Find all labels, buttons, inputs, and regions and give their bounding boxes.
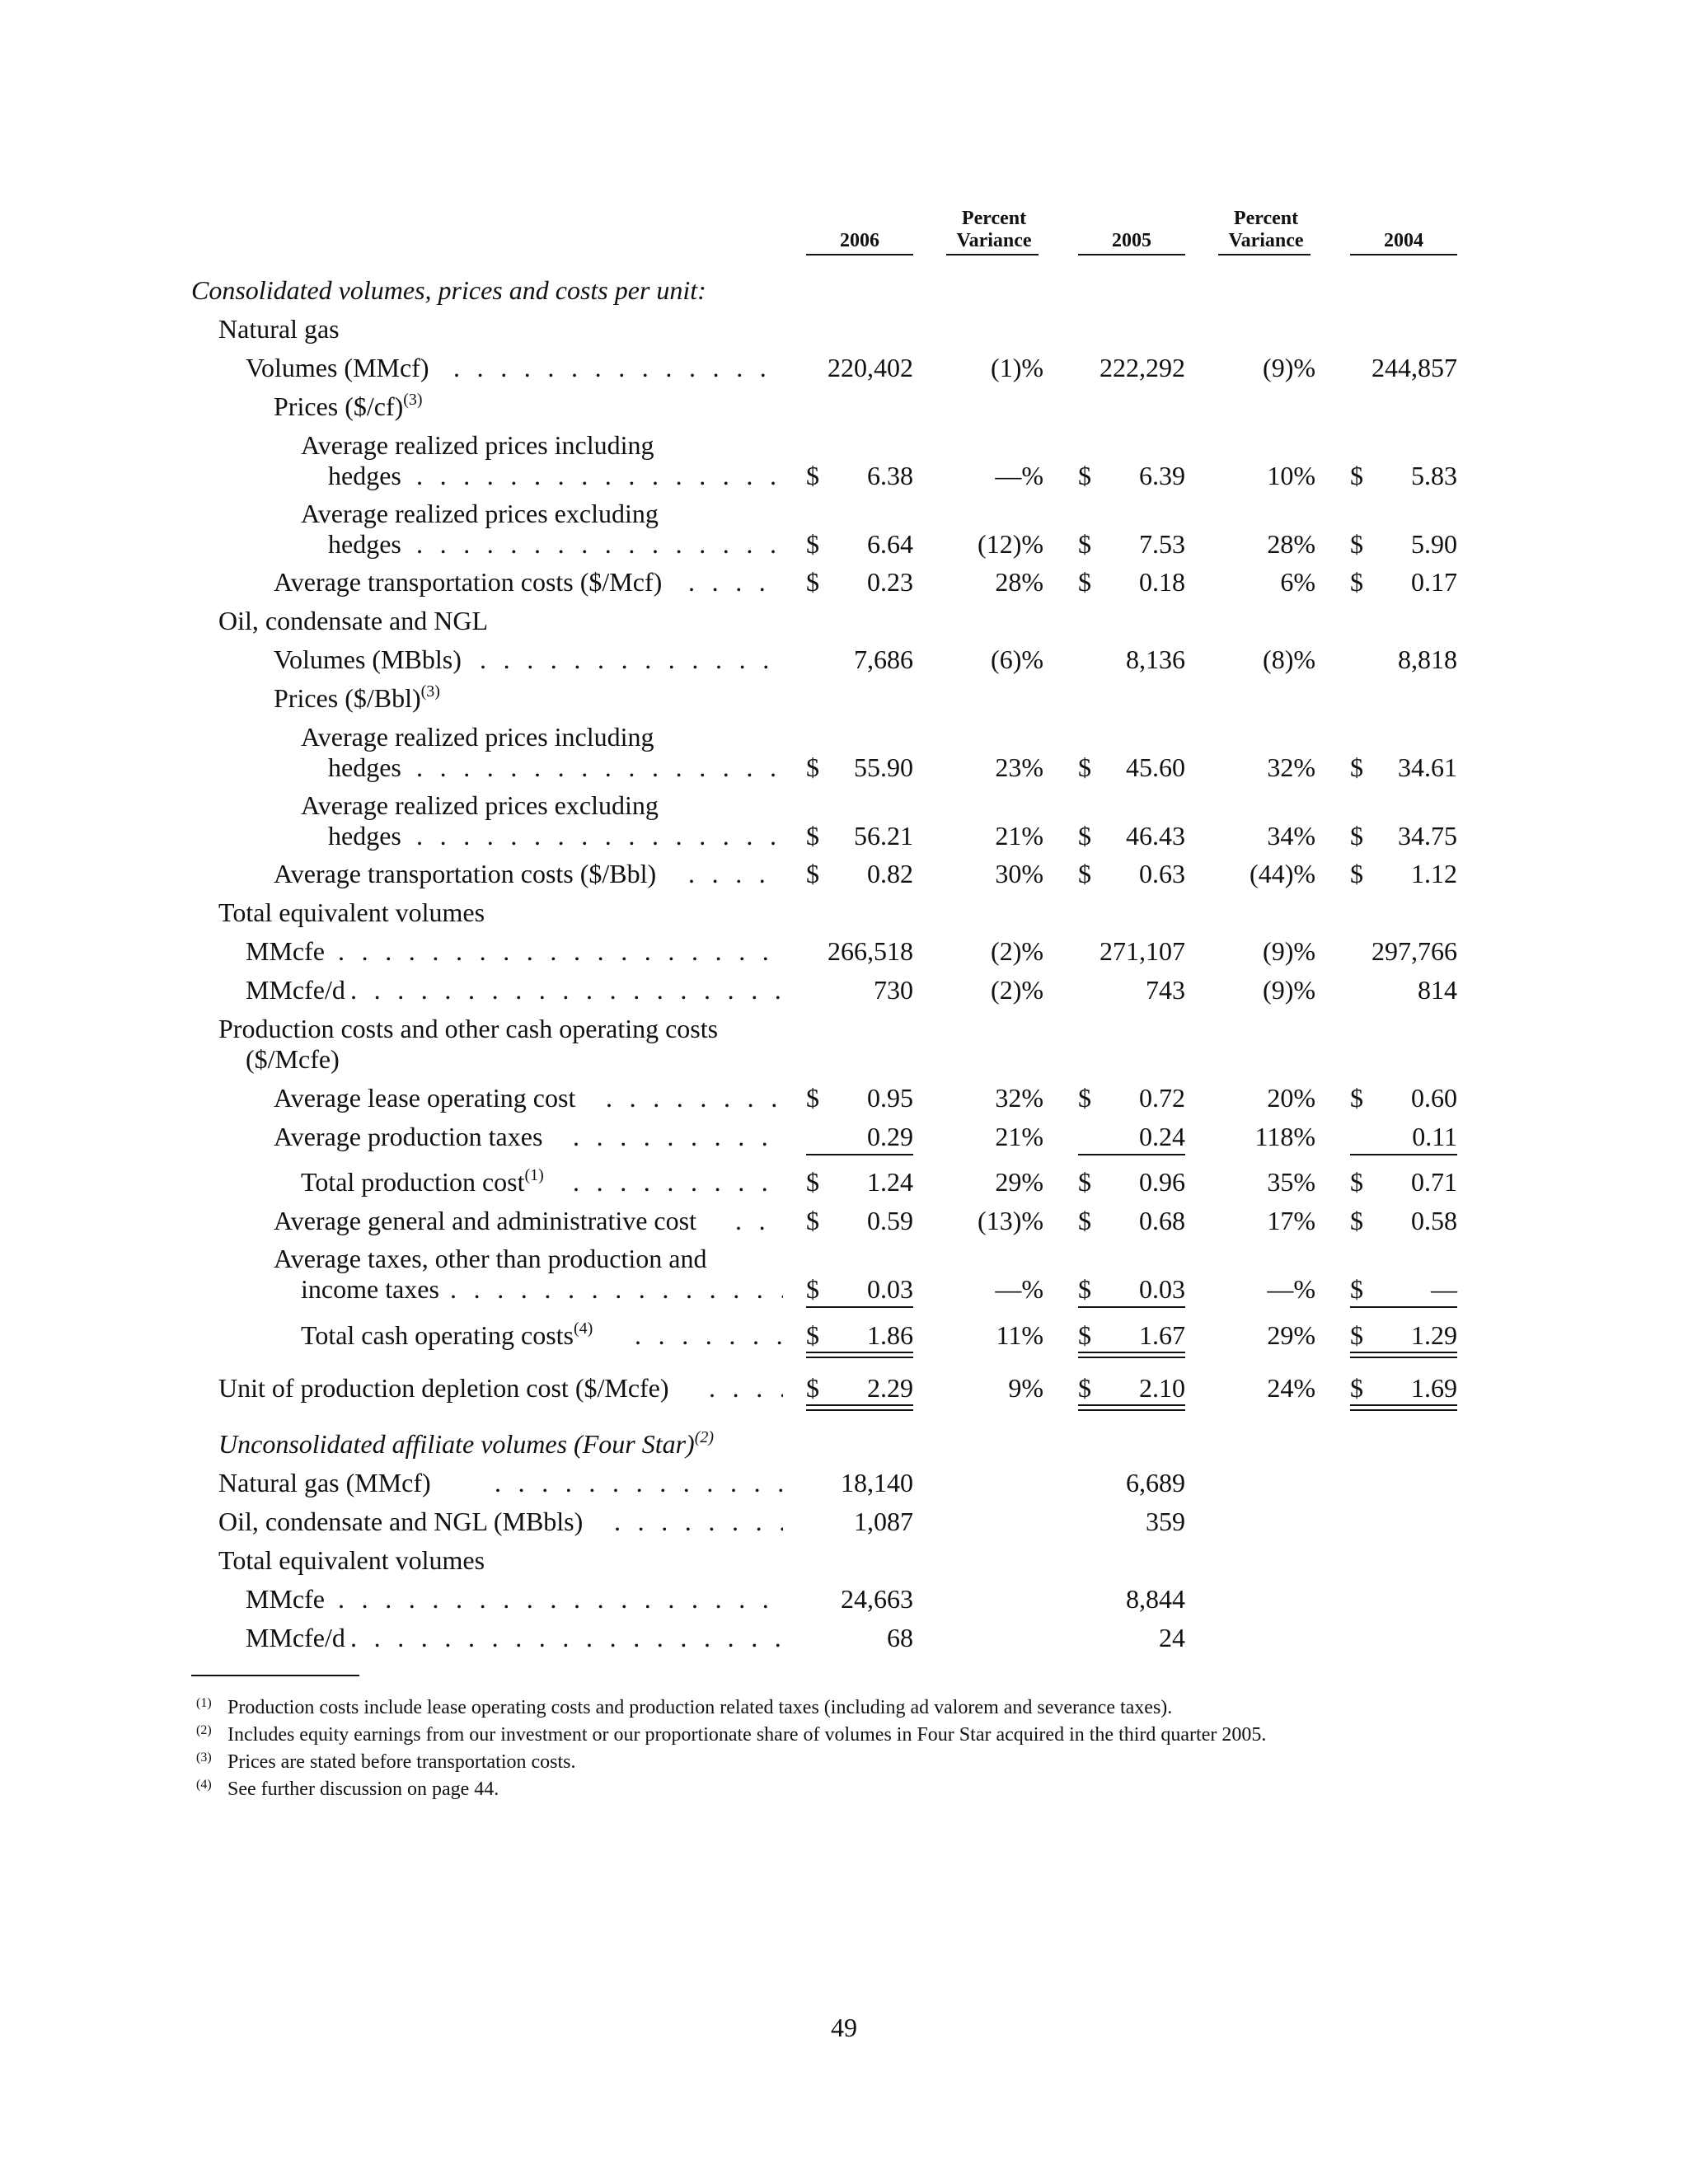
- value-2004: 1.69: [1411, 1373, 1457, 1403]
- dot-leader: [495, 1467, 783, 1498]
- value-2004: 0.58: [1411, 1206, 1457, 1235]
- dot-leader: [688, 566, 783, 598]
- dot-leader: [735, 1205, 783, 1236]
- row-label: Average realized prices excluding: [301, 790, 659, 820]
- row-label: Average transportation costs ($/Mcf): [274, 567, 663, 597]
- dot-leader: [338, 1583, 783, 1615]
- header-variance-2-line2: Variance: [1228, 230, 1304, 251]
- dollar-2004: $: [1350, 1274, 1363, 1304]
- header-variance-1-line2: Variance: [956, 230, 1032, 251]
- row-label: MMcfe: [246, 1584, 325, 1614]
- value-2006: 7,686: [854, 644, 913, 674]
- row-mmcfe: [0, 935, 1688, 967]
- variance-1: 29%: [995, 1167, 1043, 1197]
- footnote-4: [196, 1773, 499, 1802]
- row-other-taxes-line1: [0, 1243, 1688, 1274]
- value-2004: 0.11: [1412, 1122, 1457, 1151]
- value-2005: 6.39: [1139, 461, 1185, 490]
- value-2004: 1.29: [1411, 1320, 1457, 1350]
- row-label: Total production cost$^{(1)}$: [301, 1166, 544, 1197]
- dollar-2005: $: [1078, 1206, 1091, 1235]
- dollar-2004: $: [1350, 1206, 1363, 1235]
- row-label: Average realized prices including: [301, 430, 654, 460]
- row-ng-prices-including: [0, 460, 1688, 491]
- row-depletion-cost: [0, 1372, 1688, 1404]
- footnote-ref: (3): [403, 391, 423, 409]
- value-2006: 1.86: [867, 1320, 913, 1350]
- row-unconsolidated-title: [0, 1428, 1688, 1460]
- variance-2: 17%: [1267, 1206, 1315, 1235]
- header-rule-variance-1: [946, 254, 1039, 255]
- value-2005: 743: [1146, 975, 1185, 1005]
- row-label: MMcfe/d: [246, 975, 345, 1005]
- variance-1: 32%: [995, 1083, 1043, 1113]
- dot-leader: [453, 352, 783, 383]
- row-label: ($/Mcfe): [246, 1044, 340, 1074]
- dollar-2005: $: [1078, 1083, 1091, 1113]
- value-2005: 1.67: [1139, 1320, 1185, 1350]
- dollar-2006: $: [806, 1206, 819, 1235]
- row-general-administrative: [0, 1205, 1688, 1236]
- value-2006: 730: [874, 975, 913, 1005]
- underline-2004: [1350, 1306, 1457, 1308]
- row-label: Average production taxes: [274, 1122, 543, 1151]
- row-label: hedges: [328, 821, 401, 851]
- row-lease-operating: [0, 1082, 1688, 1113]
- dollar-2005: $: [1078, 1274, 1091, 1304]
- value-2004: 34.61: [1398, 752, 1457, 782]
- dollar-2006: $: [806, 461, 819, 490]
- row-label: Prices ($/cf)$^{(3)}$: [274, 391, 423, 421]
- dot-leader: [416, 820, 783, 851]
- dollar-2005: $: [1078, 859, 1091, 888]
- row-label: Oil, condensate and NGL (MBbls): [218, 1507, 584, 1536]
- footnote-mark: (4): [196, 1778, 212, 1792]
- row-u-natural-gas: [0, 1467, 1688, 1498]
- row-total-cash-operating-costs: [0, 1319, 1688, 1351]
- double-underline-2005: [1078, 1352, 1185, 1358]
- dollar-2004: $: [1350, 859, 1363, 888]
- header-rule-2005: [1078, 254, 1185, 255]
- dollar-2006: $: [806, 859, 819, 888]
- value-2005: 8,136: [1126, 644, 1185, 674]
- dollar-2004: $: [1350, 1320, 1363, 1350]
- row-label: hedges: [328, 752, 401, 782]
- footnote-rule: [191, 1675, 359, 1676]
- row-label: Prices ($/Bbl)$^{(3)}$: [274, 682, 440, 713]
- variance-2: 6%: [1280, 567, 1315, 597]
- dot-leader: [416, 528, 783, 560]
- footnote-text: Production costs include lease operating costs and production related taxes (including ad valorem and severance taxes).: [227, 1697, 1173, 1718]
- value-2006: 2.29: [867, 1373, 913, 1403]
- value-2004: 0.60: [1411, 1083, 1457, 1113]
- row-u-mmcfed: [0, 1622, 1688, 1653]
- value-2005: 0.68: [1139, 1206, 1185, 1235]
- dot-leader: [635, 1319, 783, 1351]
- row-label: income taxes: [301, 1274, 439, 1304]
- row-consolidated-title: [0, 274, 1688, 306]
- row-label: Average taxes, other than production and: [274, 1244, 707, 1273]
- dollar-2005: $: [1078, 461, 1091, 490]
- dollar-2004: $: [1350, 1373, 1363, 1403]
- row-mmcfed: [0, 974, 1688, 1005]
- value-2005: 46.43: [1126, 821, 1185, 851]
- dollar-2004: $: [1350, 752, 1363, 782]
- header-variance-2-line1: Percent: [1233, 208, 1299, 229]
- double-underline-2004: [1350, 1404, 1457, 1411]
- row-label: Average realized prices excluding: [301, 499, 659, 528]
- footnote-text: Includes equity earnings from our investment or our proportionate share of volumes in Four Star acquired in the third quarter 2005.: [227, 1724, 1267, 1746]
- value-2005: 359: [1146, 1507, 1185, 1536]
- variance-1: 30%: [995, 859, 1043, 888]
- footnote-mark: (1): [196, 1696, 212, 1710]
- header-rule-2004: [1350, 254, 1457, 255]
- value-2005: 24: [1159, 1623, 1185, 1652]
- row-u-mmcfe: [0, 1583, 1688, 1615]
- dollar-2005: $: [1078, 1320, 1091, 1350]
- value-2006: 220,402: [828, 353, 913, 382]
- row-total-production-cost: [0, 1166, 1688, 1197]
- value-2004: 297,766: [1372, 936, 1457, 966]
- value-2006: 6.64: [867, 529, 913, 559]
- value-2005: 7.53: [1139, 529, 1185, 559]
- dollar-2006: $: [806, 1373, 819, 1403]
- row-ng-prices-excluding: [0, 528, 1688, 560]
- header-2006: 2006: [840, 230, 879, 251]
- variance-2: (44)%: [1250, 859, 1315, 888]
- row-total-equivalent-volumes: [0, 897, 1688, 928]
- dollar-2004: $: [1350, 1167, 1363, 1197]
- dollar-2005: $: [1078, 529, 1091, 559]
- section-title: Consolidated volumes, prices and costs per unit:: [191, 275, 706, 305]
- header-variance-2: [1217, 208, 1315, 252]
- row-label: Total equivalent volumes: [218, 1545, 485, 1575]
- row-u-total-equivalent-volumes: [0, 1544, 1688, 1576]
- double-underline-2006: [806, 1352, 913, 1358]
- dollar-2006: $: [806, 529, 819, 559]
- variance-1: (2)%: [991, 936, 1043, 966]
- variance-1: (2)%: [991, 975, 1043, 1005]
- underline-2006: [806, 1154, 913, 1155]
- header-rule-2006: [806, 254, 913, 255]
- dot-leader: [573, 1166, 783, 1197]
- value-2005: 0.18: [1139, 567, 1185, 597]
- dollar-2004: $: [1350, 821, 1363, 851]
- value-2004: 34.75: [1398, 821, 1457, 851]
- dot-leader: [573, 1121, 783, 1152]
- dot-leader: [338, 935, 783, 967]
- value-2006: 266,518: [828, 936, 913, 966]
- dollar-2005: $: [1078, 821, 1091, 851]
- double-underline-2006: [806, 1404, 913, 1411]
- dot-leader: [416, 752, 783, 783]
- value-2005: 0.96: [1139, 1167, 1185, 1197]
- dollar-2006: $: [806, 1083, 819, 1113]
- footnote-mark: (3): [196, 1750, 212, 1765]
- row-label: Average lease operating cost: [274, 1083, 576, 1113]
- footnote-1: [196, 1691, 1172, 1720]
- value-2006: 0.82: [867, 859, 913, 888]
- dollar-2005: $: [1078, 1167, 1091, 1197]
- row-label: Average transportation costs ($/Bbl): [274, 859, 657, 888]
- dollar-2004: $: [1350, 461, 1363, 490]
- footnote-text: Prices are stated before transportation costs.: [227, 1751, 576, 1773]
- footnote-ref: (3): [420, 682, 440, 701]
- value-2006: 0.03: [867, 1274, 913, 1304]
- row-label: Volumes (MMcf): [246, 353, 429, 382]
- row-label: Natural gas: [218, 314, 340, 344]
- row-ng-prices-excluding-line1: [0, 498, 1688, 529]
- row-label: MMcfe/d: [246, 1623, 345, 1652]
- double-underline-2004: [1350, 1352, 1457, 1358]
- variance-1: 21%: [995, 1122, 1043, 1151]
- footnote-ref: (4): [574, 1319, 593, 1338]
- row-label: hedges: [328, 461, 401, 490]
- row-label: Production costs and other cash operating costs: [218, 1014, 719, 1043]
- row-label: hedges: [328, 529, 401, 559]
- row-oil: [0, 605, 1688, 636]
- row-ng-prices-including-line1: [0, 429, 1688, 461]
- value-2004: 244,857: [1372, 353, 1457, 382]
- row-ng-prices: [0, 391, 1688, 422]
- value-2006: 56.21: [854, 821, 913, 851]
- footnote-ref: (1): [524, 1166, 544, 1184]
- value-2005: 2.10: [1139, 1373, 1185, 1403]
- footnote-text: See further discussion on page 44.: [227, 1779, 499, 1800]
- value-2006: 68: [887, 1623, 913, 1652]
- dollar-2006: $: [806, 567, 819, 597]
- variance-2: —%: [1267, 1274, 1315, 1304]
- dollar-2005: $: [1078, 567, 1091, 597]
- dollar-2005: $: [1078, 1373, 1091, 1403]
- row-natural-gas: [0, 313, 1688, 344]
- value-2005: 45.60: [1126, 752, 1185, 782]
- value-2004: 0.17: [1411, 567, 1457, 597]
- value-2004: 8,818: [1398, 644, 1457, 674]
- value-2005: 222,292: [1100, 353, 1185, 382]
- dot-leader: [450, 1273, 783, 1305]
- row-label: MMcfe: [246, 936, 325, 966]
- underline-2004: [1350, 1154, 1457, 1155]
- variance-2: 24%: [1267, 1373, 1315, 1403]
- dollar-2006: $: [806, 1167, 819, 1197]
- value-2005: 0.63: [1139, 859, 1185, 888]
- variance-2: (9)%: [1263, 975, 1315, 1005]
- footnote-2: [196, 1718, 1266, 1747]
- value-2004: 0.71: [1411, 1167, 1457, 1197]
- row-oil-volumes: [0, 644, 1688, 675]
- value-2006: 55.90: [854, 752, 913, 782]
- row-production-taxes: [0, 1121, 1688, 1152]
- header-variance-1-line1: Percent: [961, 208, 1027, 229]
- value-2006: 0.29: [867, 1122, 913, 1151]
- variance-1: 23%: [995, 752, 1043, 782]
- row-oil-prices-including-line1: [0, 721, 1688, 752]
- row-production-costs-line2: [0, 1043, 1688, 1075]
- value-2006: 18,140: [841, 1468, 913, 1497]
- value-2004: 5.83: [1411, 461, 1457, 490]
- dollar-2005: $: [1078, 752, 1091, 782]
- row-ng-transportation: [0, 566, 1688, 598]
- row-oil-prices-including: [0, 752, 1688, 783]
- variance-1: —%: [995, 461, 1043, 490]
- value-2006: 1.24: [867, 1167, 913, 1197]
- variance-1: (12)%: [978, 529, 1043, 559]
- variance-1: 9%: [1008, 1373, 1043, 1403]
- row-label: Unit of production depletion cost ($/Mcfe): [218, 1373, 669, 1403]
- row-oil-prices: [0, 682, 1688, 714]
- variance-2: 28%: [1267, 529, 1315, 559]
- variance-1: 11%: [996, 1320, 1043, 1350]
- row-label: Average general and administrative cost: [274, 1206, 696, 1235]
- dot-leader: [606, 1082, 783, 1113]
- dot-leader: [350, 974, 783, 1005]
- dot-leader: [350, 1622, 783, 1653]
- value-2006: 0.59: [867, 1206, 913, 1235]
- value-2006: 24,663: [841, 1584, 913, 1614]
- variance-2: 32%: [1267, 752, 1315, 782]
- variance-1: 28%: [995, 567, 1043, 597]
- value-2005: 6,689: [1126, 1468, 1185, 1497]
- dollar-2006: $: [806, 821, 819, 851]
- section-title: Unconsolidated affiliate volumes (Four Star)$^{(2)}$: [218, 1428, 715, 1459]
- value-2004: 5.90: [1411, 529, 1457, 559]
- value-2005: 271,107: [1100, 936, 1185, 966]
- variance-1: (13)%: [978, 1206, 1043, 1235]
- variance-1: (6)%: [991, 644, 1043, 674]
- header-2004: 2004: [1384, 230, 1423, 251]
- value-2006: 1,087: [854, 1507, 913, 1536]
- row-other-taxes: [0, 1273, 1688, 1305]
- dollar-2006: $: [806, 1320, 819, 1350]
- underline-2006: [806, 1306, 913, 1308]
- variance-2: (9)%: [1263, 936, 1315, 966]
- row-label: Total cash operating costs$^{(4)}$: [301, 1319, 593, 1350]
- row-label: Average realized prices including: [301, 722, 654, 752]
- page-number: 49: [831, 2013, 857, 2042]
- dollar-2004: $: [1350, 1083, 1363, 1113]
- header-2005: 2005: [1112, 230, 1151, 251]
- value-2005: 0.03: [1139, 1274, 1185, 1304]
- variance-1: (1)%: [991, 353, 1043, 382]
- row-oil-prices-excluding-line1: [0, 790, 1688, 821]
- dot-leader: [688, 858, 783, 889]
- header-rule-variance-2: [1218, 254, 1311, 255]
- dollar-2006: $: [806, 1274, 819, 1304]
- variance-2: (9)%: [1263, 353, 1315, 382]
- value-2004: 814: [1418, 975, 1457, 1005]
- value-2005: 0.72: [1139, 1083, 1185, 1113]
- row-oil-prices-excluding: [0, 820, 1688, 851]
- variance-2: 34%: [1267, 821, 1315, 851]
- variance-2: (8)%: [1263, 644, 1315, 674]
- dot-leader: [614, 1506, 783, 1537]
- variance-2: 35%: [1267, 1167, 1315, 1197]
- footnote-3: [196, 1746, 576, 1774]
- variance-2: 118%: [1254, 1122, 1315, 1151]
- row-label: Natural gas (MMcf): [218, 1468, 431, 1497]
- footnote-ref: (2): [694, 1428, 715, 1446]
- variance-2: 29%: [1267, 1320, 1315, 1350]
- dollar-2004: $: [1350, 529, 1363, 559]
- variance-2: 10%: [1267, 461, 1315, 490]
- row-ng-volumes: [0, 352, 1688, 383]
- double-underline-2005: [1078, 1404, 1185, 1411]
- row-u-oil: [0, 1506, 1688, 1537]
- variance-1: 21%: [995, 821, 1043, 851]
- dot-leader: [416, 460, 783, 491]
- dot-leader: [709, 1372, 783, 1404]
- row-label: Oil, condensate and NGL: [218, 606, 489, 635]
- value-2004: —: [1431, 1274, 1457, 1304]
- dot-leader: [480, 644, 783, 675]
- dollar-2004: $: [1350, 567, 1363, 597]
- value-2004: 1.12: [1411, 859, 1457, 888]
- variance-1: —%: [995, 1274, 1043, 1304]
- footnote-mark: (2): [196, 1723, 212, 1737]
- value-2005: 0.24: [1139, 1122, 1185, 1151]
- variance-2: 20%: [1267, 1083, 1315, 1113]
- value-2006: 0.95: [867, 1083, 913, 1113]
- header-variance-1: [945, 208, 1043, 252]
- value-2006: 0.23: [867, 567, 913, 597]
- value-2005: 8,844: [1126, 1584, 1185, 1614]
- dollar-2006: $: [806, 752, 819, 782]
- underline-2005: [1078, 1154, 1185, 1155]
- underline-2005: [1078, 1306, 1185, 1308]
- row-production-costs-line1: [0, 1013, 1688, 1044]
- row-label: Volumes (MBbls): [274, 644, 462, 674]
- row-label: Total equivalent volumes: [218, 898, 485, 927]
- row-oil-transportation: [0, 858, 1688, 889]
- value-2006: 6.38: [867, 461, 913, 490]
